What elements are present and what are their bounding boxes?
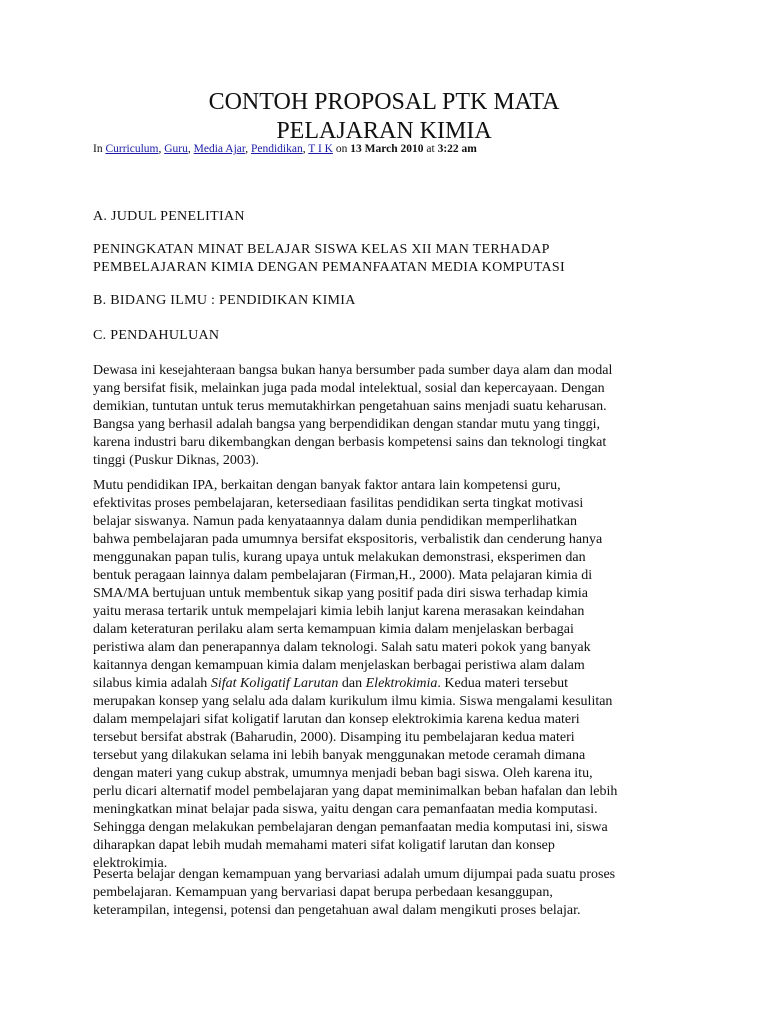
paragraph-line: pembelajaran. Kemampuan yang bervariasi dapat berupa perbedaan kesanggupan, <box>93 885 553 900</box>
title-line-2: PELAJARAN KIMIA <box>276 118 492 144</box>
research-title-line-1: PENINGKATAN MINAT BELAJAR SISWA KELAS XII MAN TERHADAP <box>93 242 550 257</box>
italic-term-elektrokimia: Elektrokimia <box>365 676 438 691</box>
section-b-heading: B. BIDANG ILMU : PENDIDIKAN KIMIA <box>93 293 356 308</box>
paragraph-text: . Kedua materi tersebut <box>437 676 569 691</box>
paragraph-line: tersebut yang dilakukan selama ini lebih banyak menggunakan metode ceramah dimana <box>93 748 586 763</box>
section-a-heading: A. JUDUL PENELITIAN <box>93 209 245 224</box>
paragraph-line: Dewasa ini kesejahteraan bangsa bukan hanya bersumber pada sumber daya alam dan modal <box>93 363 613 378</box>
paragraph-line: Bangsa yang berhasil adalah bangsa yang berpendidikan dengan standar mutu yang tinggi, <box>93 417 600 432</box>
paragraph-text: dan <box>338 676 366 691</box>
paragraph-line: dalam keteraturan perilaku alam serta kemampuan kimia dalam menjelaskan berbagai <box>93 622 574 637</box>
paragraph-line: Peserta belajar dengan kemampuan yang bervariasi adalah umum dijumpai pada suatu proses <box>93 867 616 882</box>
paragraph-2 <box>93 477 683 873</box>
paragraph-line: tinggi (Puskur Diknas, 2003). <box>93 453 260 468</box>
research-title <box>93 241 693 277</box>
paragraph-line: belajar siswanya. Namun pada kenyataannya dalam dunia pendidikan memperlihatkan <box>93 514 577 529</box>
paragraph-line: bentuk peragaan lainnya dalam pembelajaran (Firman,H., 2000). Mata pelajaran kimia di <box>93 568 593 583</box>
title-line-1: CONTOH PROPOSAL PTK MATA <box>208 89 560 115</box>
paragraph-line: merupakan konsep yang selalu ada dalam kurikulum ilmu kimia. Siswa mengalami kesulitan <box>93 694 613 709</box>
paragraph-line: perlu dicari alternatif model pembelajaran yang dapat meminimalkan beban hafalan dan lebih <box>93 784 618 799</box>
paragraph-line: Mutu pendidikan IPA, berkaitan dengan banyak faktor antara lain kompetensi guru, <box>93 478 561 493</box>
paragraph-line: dalam mempelajari sifat koligatif larutan dan konsep elektrokimia karena kedua materi <box>93 712 580 727</box>
paragraph-line: efektivitas proses pembelajaran, ketersediaan fasilitas pendidikan serta tingkat motivasi <box>93 496 584 511</box>
meta-at-label: at <box>426 143 435 155</box>
paragraph-line: SMA/MA bertujuan untuk membentuk sikap yang positif pada diri siswa terhadap kimia <box>93 586 588 601</box>
paragraph-line: yaitu merasa tertarik untuk mempelajari kimia lebih lanjut karena merasakan keindahan <box>93 604 585 619</box>
paragraph-line: kaitannya dengan kemampuan kimia dalam menjelaskan berbagai peristiwa alam dalam <box>93 658 585 673</box>
post-meta: In Curriculum, Guru, Media Ajar, Pendidikan, T I K on 13 March 2010 at 3:22 am <box>93 143 477 155</box>
section-c-heading: C. PENDAHULUAN <box>93 328 220 343</box>
document-title <box>0 88 768 146</box>
category-link-guru[interactable]: Guru <box>164 143 188 155</box>
paragraph-text: silabus kimia adalah <box>93 676 211 691</box>
meta-prefix: In <box>93 143 103 155</box>
italic-term-koligatif: Sifat Koligatif Larutan <box>210 676 339 691</box>
paragraph-line: bahwa pembelajaran pada umumnya bersifat ekspositoris, verbalistik dan cenderung hanya <box>93 532 603 547</box>
paragraph-line: keterampilan, integensi, potensi dan pengetahuan awal dalam mengikuti proses belajar. <box>93 903 581 918</box>
paragraph-3 <box>93 866 683 920</box>
paragraph-line: peristiwa alam dan penerapannya dalam teknologi. Salah satu materi pokok yang banyak <box>93 640 591 655</box>
category-link-curriculum[interactable]: Curriculum <box>105 143 159 155</box>
category-link-pendidikan[interactable]: Pendidikan <box>250 143 303 155</box>
category-link-tik[interactable]: T I K <box>308 143 333 155</box>
paragraph-line: tersebut bersifat abstrak (Baharudin, 2000). Disamping itu pembelajaran kedua materi <box>93 730 575 745</box>
paragraph-line: diharapkan dapat lebih mudah memahami materi sifat koligatif larutan dan konsep <box>93 838 555 853</box>
research-title-line-2: PEMBELAJARAN KIMIA DENGAN PEMANFAATAN MEDIA KOMPUTASI <box>93 260 565 275</box>
paragraph-line: menggunakan papan tulis, kurang upaya untuk melakukan demonstrasi, eksperimen dan <box>93 550 586 565</box>
meta-on-label: on <box>335 143 348 155</box>
paragraph-1 <box>93 362 683 470</box>
paragraph-line: meningkatkan minat belajar pada siswa, yaitu dengan cara pemanfaatan media komputasi. <box>93 802 598 817</box>
paragraph-line: dengan materi yang cukup abstrak, umumnya menjadi beban bagi siswa. Oleh karena itu, <box>93 766 593 781</box>
paragraph-line-mixed <box>93 676 568 691</box>
paragraph-line: yang bersifat fisik, melainkan juga pada modal intelektual, sosial dan kepercayaan. Dengan <box>93 381 605 396</box>
category-link-media-ajar[interactable]: Media Ajar <box>193 143 246 155</box>
paragraph-line: karena industri baru dikembangkan dengan berbasis kompetensi sains dan teknologi tingkat <box>93 435 607 450</box>
paragraph-line: Sehingga dengan melakukan pembelajaran dengan pemanfaatan media komputasi ini, siswa <box>93 820 608 835</box>
paragraph-line: elektrokimia. <box>93 856 168 871</box>
paragraph-line: demikian, tuntutan untuk terus memutakhirkan pengetahuan sains menjadi suatu keharusan. <box>93 399 607 414</box>
post-time: 3:22 am <box>437 143 477 155</box>
post-date: 13 March 2010 <box>350 143 424 155</box>
